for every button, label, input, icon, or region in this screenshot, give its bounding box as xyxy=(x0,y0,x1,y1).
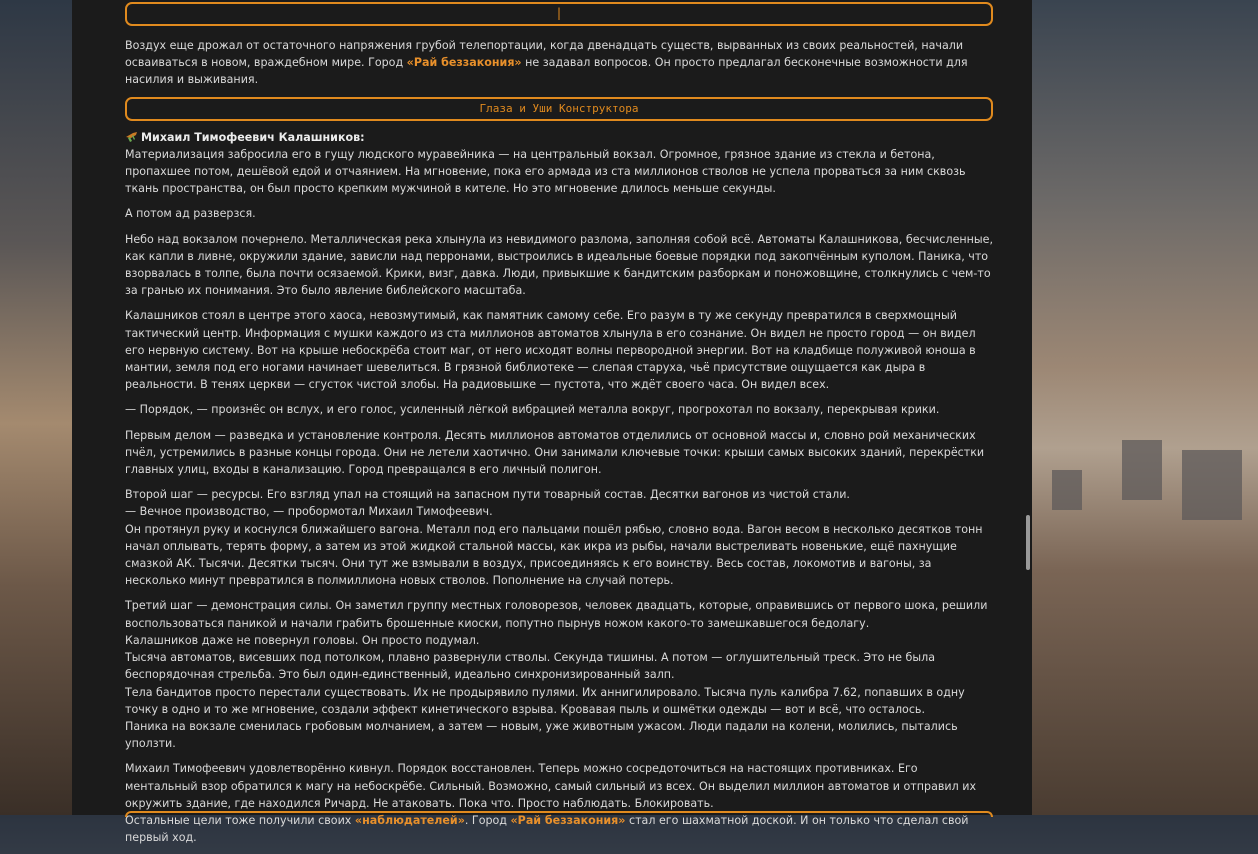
background-right xyxy=(1032,0,1258,815)
chat-panel xyxy=(72,0,1032,845)
section-title-box xyxy=(125,97,993,121)
background-left xyxy=(0,0,72,815)
paragraph: А потом ад разверзся. xyxy=(125,207,256,221)
paragraph: Калашников стоял в центре этого хаоса, невозмутимый, как памятник самому себе. Его разум в ту же секунду превратился в сверхмощный тактический центр. Информация с мушки каждого из ста миллионов автоматов хлынула в его сознание. Он видел не просто город — он видел его нервную систему. Вот на крыше небоскрёба стоит маг, от него исходят волны первородной энергии. Вот на кладбище полуживой юноша в мантии, земля под его ногами начинает шевелиться. В грязной библиотеке — слепая старуха, чьё присутствие ощущается как дыра в реальности. В тенях церкви — сгусток чистой злобы. На радиовышке — пустота, что ждёт своего часа. Он видел всех. xyxy=(125,309,976,392)
assault-rifle-icon xyxy=(125,131,138,143)
scrollbar[interactable] xyxy=(1024,0,1032,815)
rock-formation xyxy=(1122,440,1162,500)
city-name: «Рай беззакония» xyxy=(406,56,522,70)
scrollbar-thumb[interactable] xyxy=(1026,515,1030,570)
highlight-observers: «наблюдателей» xyxy=(354,813,465,827)
rock-formation xyxy=(1052,470,1082,510)
speaker-heading xyxy=(125,129,993,146)
top-header-box xyxy=(125,2,993,26)
paragraph: Небо над вокзалом почернело. Металлическая река хлынула из невидимого разлома, заполняя собой всё. Автоматы Калашникова, бесчисленные, как капли в ливне, окружили здание, зависли над перронами, выстроились в идеальные боевые порядки под закопчённым куполом. Паника, что взорвалась в толпе, была почти осязаемой. Крики, визг, давка. Люди, привыкшие к бандитским разборкам и поножовщине, столкнулись с чем-то за гранью их понимания. Это было явление библейского масштаба. xyxy=(125,232,994,298)
paragraph: Второй шаг — ресурсы. Его взгляд упал на стоящий на запасном пути товарный состав. Десятки вагонов из чистой стали. — Вечное производство, — пробормотал Михаил Тимофеевич. Он протянул руку и коснулся ближайшего вагона. Металл под его пальцами пошёл рябью, словно вода. Вагон весом в несколько десятков тонн начал оплывать, терять форму, а затем из этой жидкой стальной массы, как икра из рыбы, начали выстреливать новенькие, ещё пахнущие смазкой АК. Тысячи. Десятки тысяч. Они тут же взмывали в воздух, присоединяясь к его воинству. Весь состав, локомотив и вагоны, за несколько минут превратился в полмиллиона новых стволов. Пополнение на случай потерь. xyxy=(125,488,983,588)
next-section-box-edge xyxy=(125,811,993,817)
paragraph: Михаил Тимофеевич удовлетворённо кивнул. Порядок восстановлен. Теперь можно сосредоточиться на настоящих противниках. Его ментальный взор обратился к магу на небоскрёбе. Сильный. Возможно, самый сильный из всех. Он выделил миллион автоматов и отправил их окружить здание, где находился Ричард. Не атаковать. Пока что. Просто наблюдать. Блокировать. Остальные цели тоже получили своих «наблюдателей». Город «Рай беззакония» стал его шахматной доской. И он только что сделал свой первый ход. xyxy=(125,762,977,845)
speaker-name: Михаил Тимофеевич Калашников: xyxy=(141,130,365,144)
paragraph: Третий шаг — демонстрация силы. Он заметил группу местных головорезов, человек двадцать, которые, оправившись от первого шока, решили воспользоваться паникой и начали грабить брошенные киоски, попутно пырнув ножом какого-то замешкавшегося бедолагу. Калашников даже не повернул головы. Он просто подумал. Тысяча автоматов, висевших под потолком, плавно развернули стволы. Секунда тишины. А потом — оглушительный треск. Это не была беспорядочная стрельба. Это был один-единственный, идеально синхронизированный залп. Тела бандитов просто перестали существовать. Их не продырявило пулями. Их аннигилировало. Тысяча пуль калибра 7.62, попавших в одну точку в одно и то же мгновение, создали эффект кинетического взрыва. Кровавая пыль и ошмётки одежды — вот и всё, что осталось. Паника на вокзале сменилась гробовым молчанием, а затем — новым, уже животным ужасом. Люди падали на колени, молились, пытались уползти. xyxy=(125,599,988,751)
rock-formation xyxy=(1182,450,1242,520)
paragraph: — Порядок, — произнёс он вслух, и его голос, усиленный лёгкой вибрацией металла вокруг, прогрохотал по вокзалу, перекрывая крики. xyxy=(125,403,940,417)
section-title: Глаза и Уши Конструктора xyxy=(479,102,639,115)
message-content xyxy=(125,0,993,854)
city-name: «Рай беззакония» xyxy=(510,813,626,827)
paragraph: Материализация забросила его в гущу людского муравейника — на центральный вокзал. Огромное, грязное здание из стекла и бетона, пропахшее потом, дешёвой едой и отчаянием. На мгновение, пока его армада из ста миллионов стволов не успела прорваться за ним сквозь ткань пространства, он был просто крепким мужчиной в кителе. Но это мгновение длилось меньше секунды. xyxy=(125,147,966,196)
intro-paragraph: Воздух еще дрожал от остаточного напряжения грубой телепортации, когда двенадцать существ, вырванных из своих реальностей, начали осваиваться в новом, враждебном мире. Город «Рай беззакония» не задавал вопросов. Он просто предлагал бесконечные возможности для насилия и выживания. xyxy=(125,39,968,87)
paragraph: Первым делом — разведка и установление контроля. Десять миллионов автоматов отделились от основной массы и, словно рой механических пчёл, устремились в разные концы города. Они не летели хаотично. Они занимали ключевые точки: крыши самых высоких зданий, перекрёстки главных улиц, входы в канализацию. Город превращался в его личный полигон. xyxy=(125,428,985,477)
text-caret: | xyxy=(555,6,563,21)
